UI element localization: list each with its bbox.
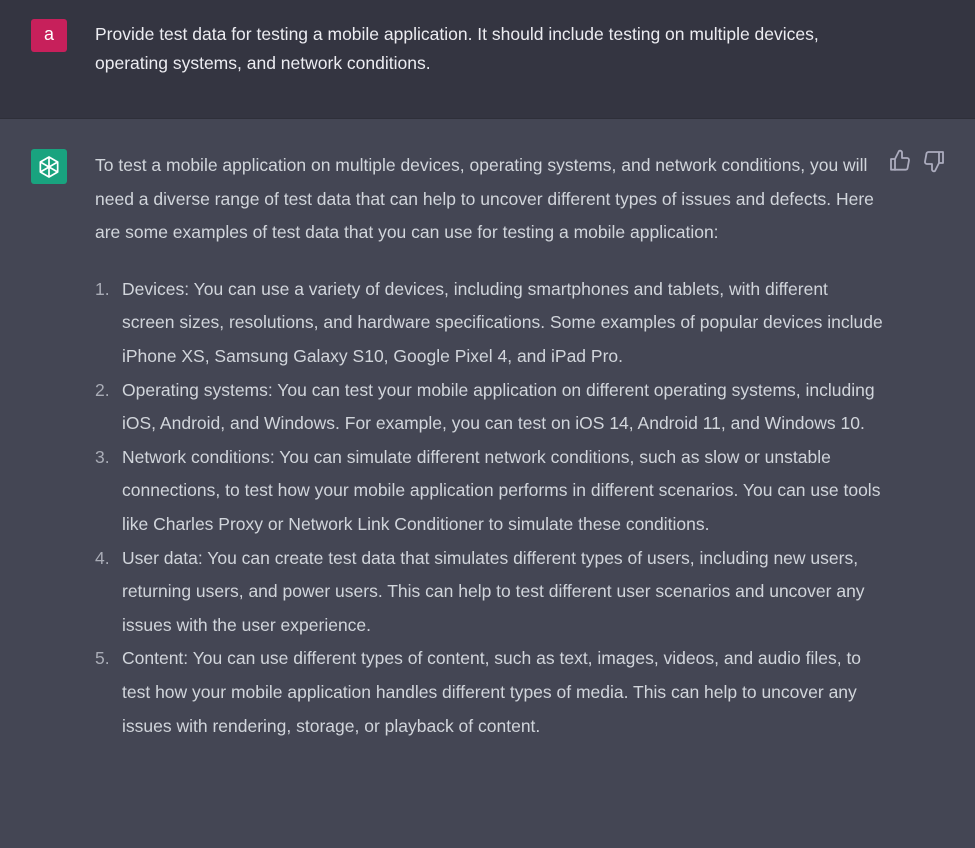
list-item-number: 3.: [95, 446, 110, 467]
list-item-number: 4.: [95, 547, 110, 568]
list-item: [95, 441, 885, 542]
list-item-text: Content: You can use different types of content, such as text, images, videos, and audio files, to test how your mobile application handles different types of media. This can help to uncover any issues with rendering, storage, or playback of content.: [122, 648, 862, 736]
list-item-text: Operating systems: You can test your mobile application on different operating systems, including iOS, Android, and Windows. For example, you can test on iOS 14, Android 11, and Windows 10.: [122, 379, 875, 434]
user-message-row: [0, 0, 975, 119]
list-item-number: 1.: [95, 278, 110, 299]
list-item: [95, 642, 885, 743]
thumbs-down-icon: [922, 149, 946, 173]
list-item-number: 2.: [95, 379, 110, 400]
assistant-answer: [95, 149, 885, 743]
list-item-number: 5.: [95, 648, 110, 669]
list-item-text: Devices: You can use a variety of devices, including smartphones and tablets, with different screen sizes, resolutions, and hardware specifications. Some examples of popular devices include iPhone XS, Samsung Galaxy S10, Google Pixel 4, and iPad Pro.: [122, 278, 883, 366]
list-item: [95, 273, 885, 374]
list-item-text: User data: You can create test data that simulates different types of users, including new users, returning users, and power users. This can help to test different user scenarios and uncover any issues with the user experience.: [122, 547, 865, 635]
thumbs-up-button[interactable]: [888, 149, 912, 173]
openai-logo-icon: [36, 154, 62, 180]
assistant-avatar: [31, 149, 67, 184]
thumbs-up-icon: [888, 149, 912, 173]
list-item: [95, 374, 885, 441]
answer-list: [95, 273, 885, 743]
answer-intro: To test a mobile application on multiple devices, operating systems, and network conditions, you will need a diverse range of test data that can help to uncover different types of issues and defects. Here are some examples of test data that you can use for testing a mobile application:: [95, 155, 874, 243]
list-item: [95, 542, 885, 643]
user-avatar: a: [31, 19, 67, 52]
assistant-message-row: [0, 119, 975, 848]
user-message-text: Provide test data for testing a mobile application. It should include testing on multiple devices, operating systems, and network conditions.: [95, 24, 819, 73]
thumbs-down-button[interactable]: [922, 149, 946, 173]
list-item-text: Network conditions: You can simulate different network conditions, such as slow or unstable connections, to test how your mobile application performs in different scenarios. You can use tools like Charles Proxy or Network Link Conditioner to simulate these conditions.: [122, 446, 881, 534]
